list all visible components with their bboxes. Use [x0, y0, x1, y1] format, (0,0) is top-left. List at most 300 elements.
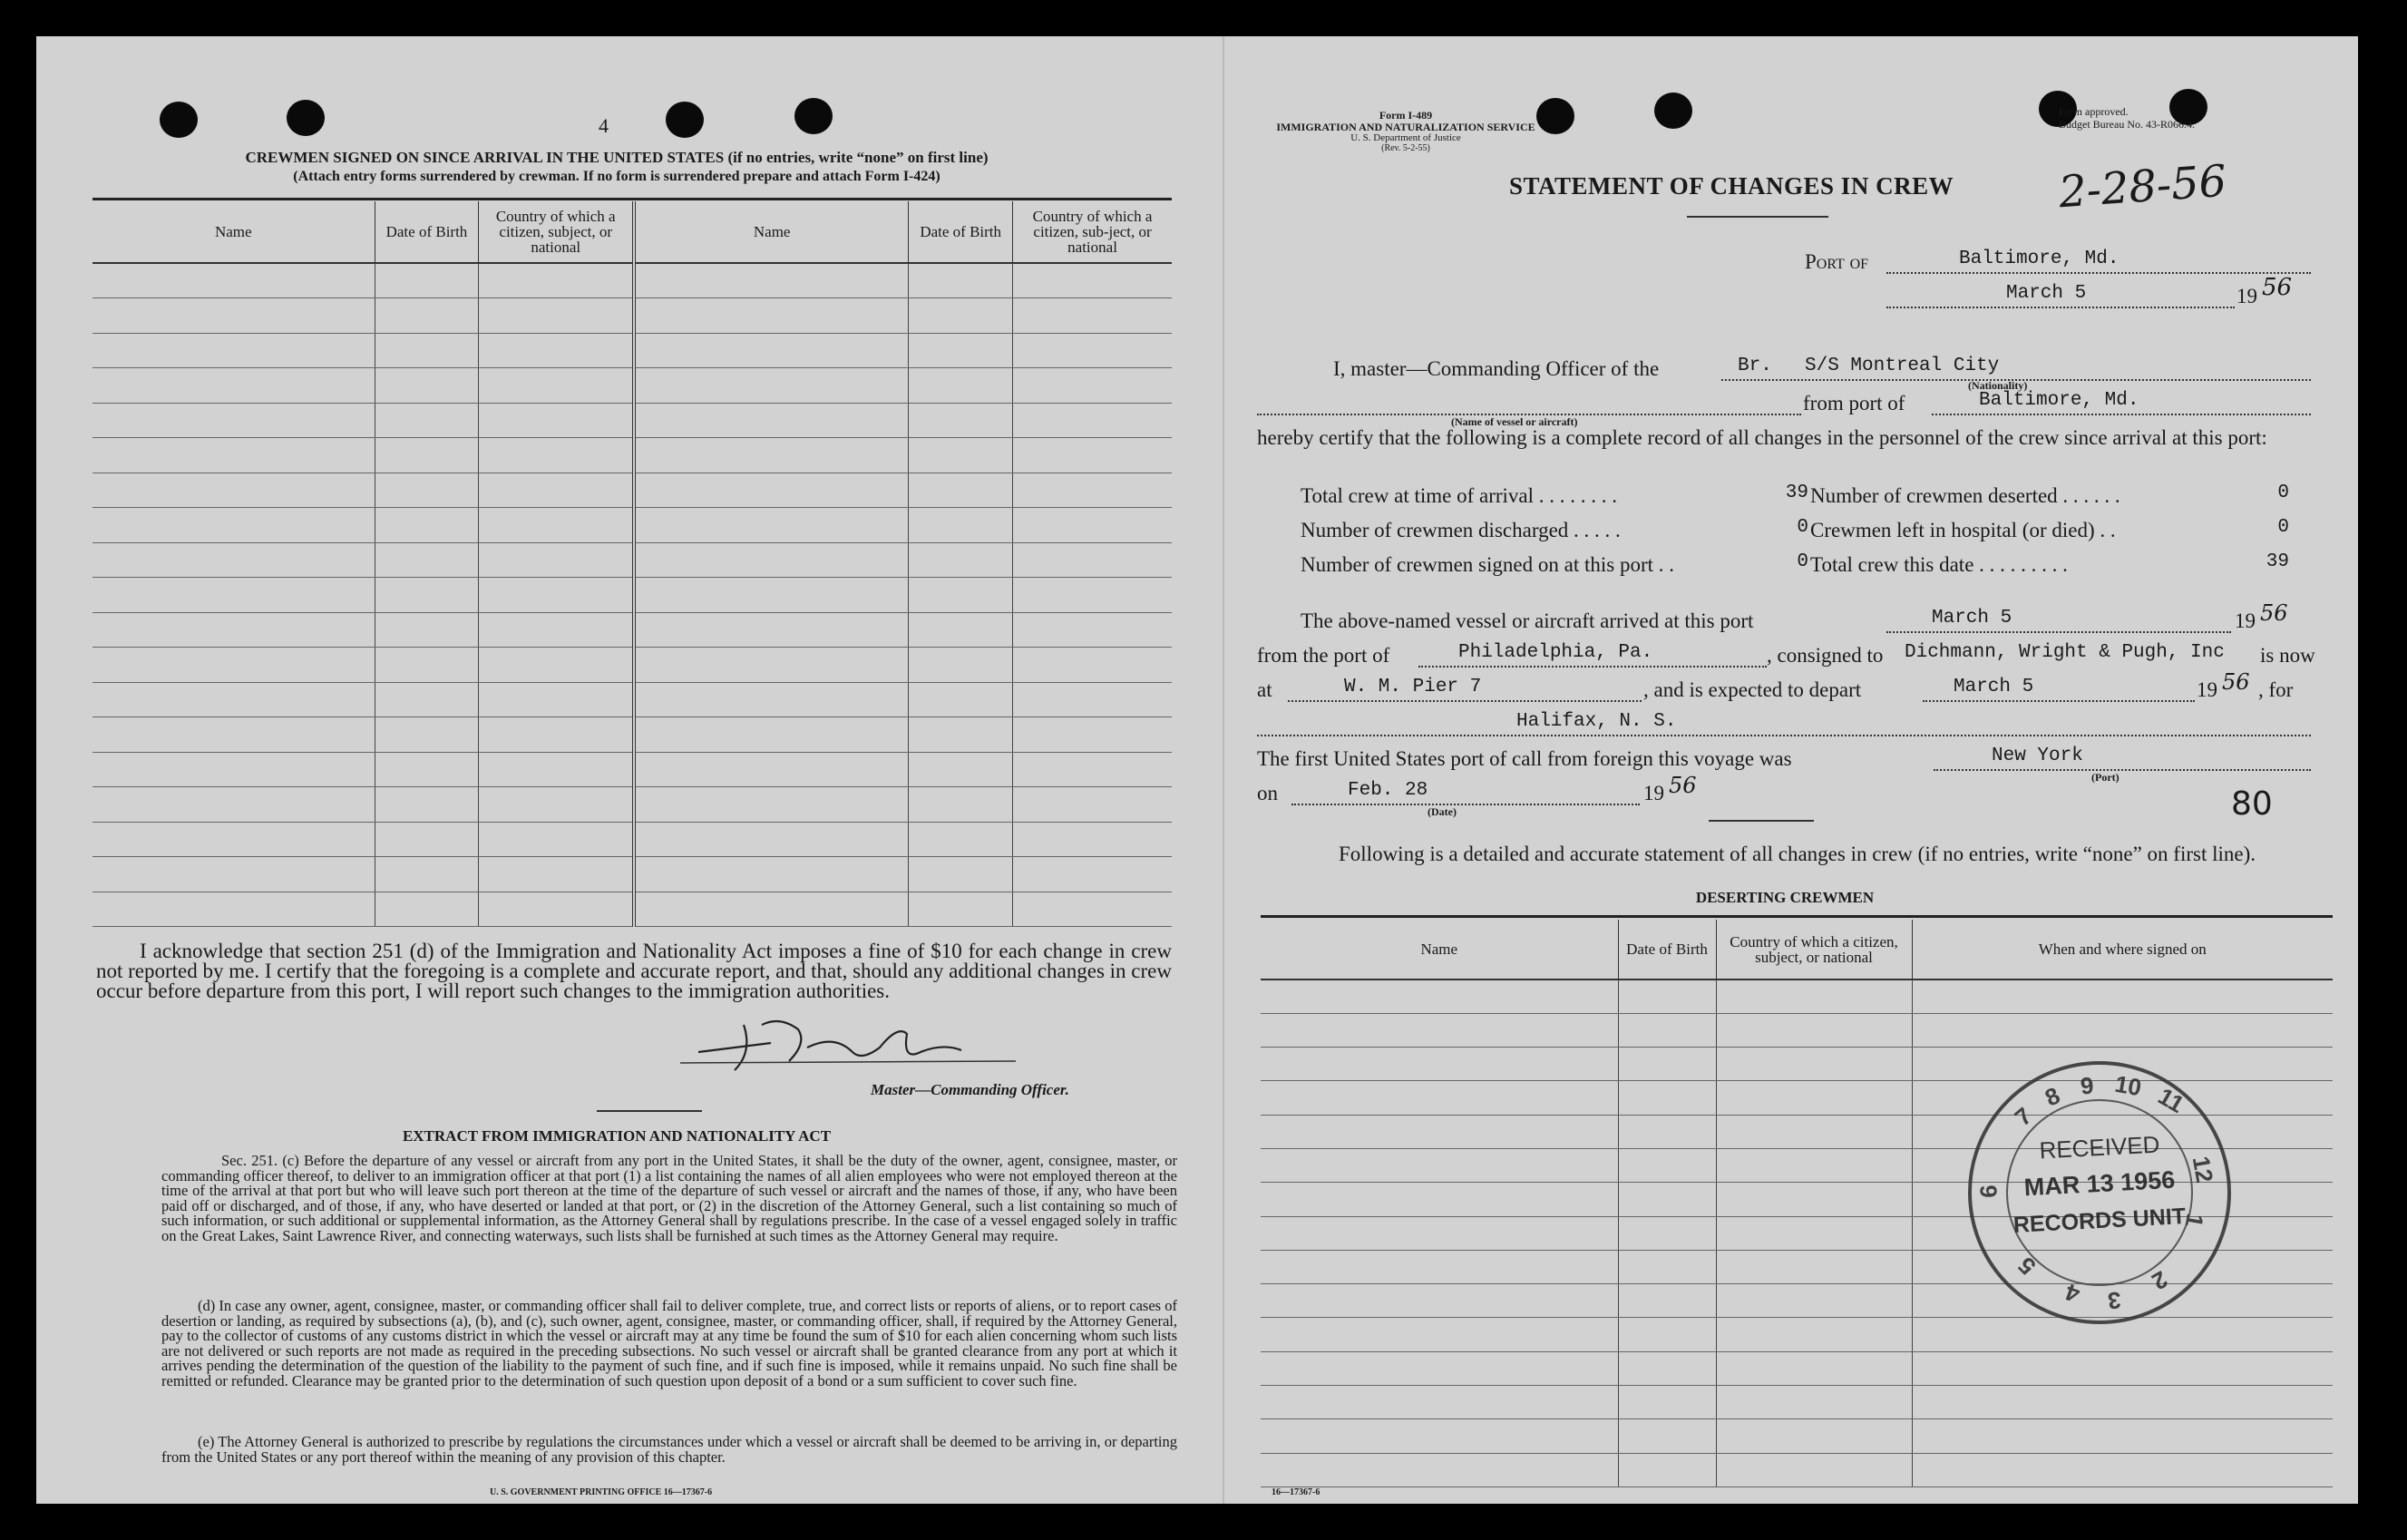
table-row [93, 438, 1172, 473]
table-cell [1013, 648, 1172, 683]
stat-value: 0 [1797, 551, 1808, 572]
stat-label: Number of crewmen signed on at this port . . [1301, 553, 1674, 576]
table-cell [1013, 438, 1172, 473]
table-cell [909, 542, 1013, 578]
on-year: 56 [1669, 773, 1697, 798]
arrived-label: The above-named vessel or aircraft arrived at this port [1301, 609, 1754, 632]
table-cell [1716, 980, 1912, 1013]
table-cell [634, 508, 909, 543]
punch-hole [794, 98, 833, 134]
table-cell [909, 263, 1013, 298]
table-cell [1013, 473, 1172, 508]
extract-section-c: Sec. 251. (c) Before the departure of any vessel or aircraft from any port in the United States, it shall be the duty of the owner, agent, consignee, master, or commanding officer thereof, to deliver to an immigration officer at that port (1) a list containing the names of all alien employees who were not employed thereon at the time of the arrival at that port but who will leave such port thereon at the time of the departure of such vessel or aircraft and the names of those, if any, who have been paid off or discharged, and of those, if any, who have deserted or landed at that port, or (2) in the discretion of the Attorney General, such a list containing so much of such information, or such additional or supplemental information, as the Attorney General shall by regulations prescribe. In the case of a vessel engaged solely in traffic on the Great Lakes, Saint Lawrence River, and connecting waterways, such lists shall be furnished at such times as the Attorney General may require. [161, 1152, 1177, 1244]
table-cell [479, 892, 634, 927]
divider [597, 1110, 702, 1112]
table-cell [1618, 1216, 1716, 1250]
table-cell [479, 473, 634, 508]
leader-line [1418, 666, 1767, 668]
table-cell [1618, 1453, 1716, 1486]
stamp-digit: 7 [2009, 1101, 2038, 1132]
year-prefix: 19 [1643, 782, 1664, 804]
leader-line [1288, 700, 1642, 702]
at-label: at [1257, 678, 1272, 701]
table-cell [479, 822, 634, 857]
table-cell [909, 857, 1013, 892]
table-row [1261, 1013, 2333, 1047]
table-cell [1716, 1386, 1912, 1419]
stat-value: 0 [2277, 517, 2289, 538]
consigned-label: , consigned to [1767, 644, 1884, 667]
table-cell [375, 787, 479, 823]
table-cell [375, 892, 479, 927]
stamp-digit: 6 [1974, 1184, 2003, 1198]
extract-title: EXTRACT FROM IMMIGRATION AND NATIONALITY ACT [402, 1127, 832, 1145]
master-signature [671, 998, 1034, 1079]
stamp-digit: 11 [2153, 1082, 2189, 1118]
first-port-value: New York [1992, 746, 2083, 766]
table-cell [1716, 1284, 1912, 1318]
leader-line [1932, 414, 2311, 415]
table-cell [1912, 1453, 2333, 1486]
table-cell [375, 542, 479, 578]
table-cell [1912, 1318, 2333, 1351]
table-row [93, 403, 1172, 438]
crewmen-signed-on-table [93, 201, 1172, 927]
consigned-value: Dichmann, Wright & Pugh, Inc [1905, 642, 2225, 663]
table-cell [479, 717, 634, 753]
table-cell [1716, 1148, 1912, 1182]
table-cell [1716, 1081, 1912, 1115]
table-cell [1618, 1048, 1716, 1081]
table-cell [479, 612, 634, 648]
date-caption: (Date) [1428, 805, 1457, 818]
table-row [1261, 1048, 2333, 1081]
printer-line: U. S. GOVERNMENT PRINTING OFFICE 16—17367-6 [490, 1487, 713, 1497]
table-cell [375, 682, 479, 717]
table-cell [93, 508, 375, 543]
table-cell [479, 403, 634, 438]
stamp-digit: 2 [2147, 1265, 2173, 1296]
printer-line: 16—17367-6 [1272, 1487, 1320, 1497]
form-title: STATEMENT OF CHANGES IN CREW [1509, 172, 1954, 200]
table-cell [375, 578, 479, 613]
table-cell [1716, 1419, 1912, 1453]
on-label: on [1257, 782, 1278, 804]
table-cell [479, 263, 634, 298]
leader-line [1886, 631, 2231, 633]
table-cell [93, 542, 375, 578]
stamp-records-unit: RECORDS UNIT [2012, 1204, 2187, 1238]
table-cell [634, 298, 909, 334]
table-cell [1013, 682, 1172, 717]
table-row [93, 892, 1172, 927]
table-row [93, 648, 1172, 683]
revision-date: (Rev. 5-2-55) [1381, 143, 1430, 153]
stamp-digit: 8 [2041, 1081, 2064, 1112]
stamp-received: RECEIVED [2038, 1130, 2161, 1165]
table-cell [479, 857, 634, 892]
table-cell [375, 368, 479, 404]
punch-hole [160, 102, 198, 138]
document-sheet [36, 36, 2358, 1504]
table-cell [93, 438, 375, 473]
table-cell [634, 542, 909, 578]
table-cell [375, 752, 479, 787]
left-heading: CREWMEN SIGNED ON SINCE ARRIVAL IN THE UNITED STATES (if no entries, write “none” on first line) [245, 149, 989, 166]
table-cell [1013, 298, 1172, 334]
table-cell [909, 403, 1013, 438]
table-cell [1912, 1013, 2333, 1047]
table-cell [1912, 1351, 2333, 1385]
table-cell [909, 578, 1013, 613]
table-cell [375, 473, 479, 508]
table-cell [1618, 1284, 1716, 1318]
right-table-top-rule [1261, 915, 2333, 918]
table-cell [909, 717, 1013, 753]
table-cell [909, 368, 1013, 404]
table-cell [1013, 542, 1172, 578]
table-cell [479, 787, 634, 823]
extract-section-d: (d) In case any owner, agent, consignee, master, or commanding officer shall fail to deliver complete, true, and correct lists or reports of aliens, or to report cases of desertion or landing, as required by subsections (a), (b), and (c), such owner, agent, consignee, master, or commanding officer, shall, if required by the Attorney General, pay to the collector of customs of any customs district in which the vessel or aircraft may at any time be found the sum of $10 for each alien concerning whom such lists are not delivered or such reports are not made as required in the preceding subsections. No such vessel or aircraft shall be granted clearance from any port at which it arrives pending the determination of the question of the liability to the payment of such fine, and if such fine is imposed, while it remains unpaid. No such fine shall be remitted or refunded. Clearance may be granted prior to the determination of such question upon deposit of a bond or a sum sufficient to cover such fine. [161, 1297, 1177, 1389]
stamp-digit: 10 [2112, 1069, 2144, 1102]
table-row [1261, 1318, 2333, 1351]
table-cell [375, 508, 479, 543]
table-cell [375, 648, 479, 683]
table-cell [93, 717, 375, 753]
table-cell [1013, 403, 1172, 438]
table-cell [1716, 1048, 1912, 1081]
table-cell [479, 682, 634, 717]
from-port-label: from port of [1803, 392, 1905, 414]
column-header: Country of which a citizen, subject, or national [1716, 920, 1912, 980]
table-cell [909, 682, 1013, 717]
table-row [93, 752, 1172, 787]
stamp-digit: 12 [2187, 1154, 2219, 1185]
from-port-of-value: Philadelphia, Pa. [1458, 642, 1653, 663]
nationality-value: Br. [1738, 356, 1772, 376]
form-approved: Form approved. [2059, 105, 2129, 118]
table-cell [1261, 1216, 1618, 1250]
left-table-top-rule [93, 198, 1172, 200]
table-cell [1261, 1081, 1618, 1115]
column-header: Date of Birth [1618, 920, 1716, 980]
arrived-value: March 5 [1932, 608, 2012, 629]
table-row [1261, 1351, 2333, 1385]
stat-label: Total crew this date . . . . . . . . . [1810, 553, 2068, 576]
leader-line [1923, 700, 2195, 702]
handwritten-number: 80 [2231, 785, 2273, 823]
table-cell [1013, 333, 1172, 368]
table-cell [375, 612, 479, 648]
table-cell [93, 682, 375, 717]
page-number: 4 [599, 114, 609, 137]
table-cell [634, 752, 909, 787]
column-header: Country of which a citizen, sub-ject, or national [1013, 201, 1172, 263]
stat-value: 39 [1785, 482, 1808, 503]
table-cell [1716, 1183, 1912, 1216]
leader-line [1934, 769, 2311, 771]
table-cell [1618, 1115, 1716, 1148]
table-cell [1618, 1081, 1716, 1115]
column-header: Date of Birth [375, 201, 479, 263]
signature-label: Master—Commanding Officer. [871, 1081, 1069, 1098]
table-cell [479, 508, 634, 543]
table-row [93, 508, 1172, 543]
table-cell [1013, 612, 1172, 648]
table-cell [634, 368, 909, 404]
table-cell [634, 473, 909, 508]
table-cell [375, 438, 479, 473]
table-cell [634, 333, 909, 368]
leader-line [1291, 804, 1640, 805]
table-row [1261, 980, 2333, 1013]
table-cell [909, 438, 1013, 473]
column-header: Name [634, 201, 909, 263]
for-label: , for [2258, 678, 2294, 701]
stat-label: Total crew at time of arrival . . . . . . . . [1301, 484, 1618, 507]
stat-value: 0 [2277, 482, 2289, 503]
table-cell [634, 403, 909, 438]
at-value: W. M. Pier 7 [1344, 677, 1482, 697]
budget-bureau: Budget Bureau No. 43-R066.4. [2059, 118, 2195, 131]
table-cell [375, 298, 479, 334]
table-cell [909, 752, 1013, 787]
vessel-value: S/S Montreal City [1805, 356, 2000, 376]
table-row [1261, 1419, 2333, 1453]
table-cell [1261, 980, 1618, 1013]
table-cell [93, 822, 375, 857]
table-cell [93, 612, 375, 648]
table-cell [1912, 1386, 2333, 1419]
page-fold [1223, 36, 1224, 1504]
year-prefix: 19 [2236, 285, 2257, 307]
table-cell [909, 648, 1013, 683]
column-header: Name [93, 201, 375, 263]
port-of-label: Port of [1805, 250, 1869, 273]
table-cell [1261, 1148, 1618, 1182]
column-header: Date of Birth [909, 201, 1013, 263]
table-row [93, 822, 1172, 857]
vessel-caption: (Name of vessel or aircraft) [1451, 415, 1578, 428]
stamp-date: MAR 13 1956 [2023, 1165, 2176, 1202]
stat-value: 39 [2266, 551, 2289, 572]
table-cell [479, 578, 634, 613]
table-cell [1716, 1216, 1912, 1250]
expected-label: , and is expected to depart [1643, 678, 1862, 701]
table-cell [375, 822, 479, 857]
table-cell [479, 368, 634, 404]
table-cell [1618, 1250, 1716, 1283]
table-row [93, 612, 1172, 648]
table-cell [1261, 1250, 1618, 1283]
date-value: March 5 [2006, 283, 2087, 304]
year-prefix: 19 [2197, 678, 2217, 701]
table-cell [1618, 1351, 1716, 1385]
table-cell [1261, 1453, 1618, 1486]
table-cell [1013, 892, 1172, 927]
table-cell [93, 857, 375, 892]
year-value: 56 [2262, 274, 2293, 301]
leader-line [1257, 735, 2311, 736]
table-cell [1716, 1351, 1912, 1385]
table-row [93, 787, 1172, 823]
table-cell [93, 787, 375, 823]
table-cell [1618, 1318, 1716, 1351]
table-cell [1261, 1048, 1618, 1081]
stamp-digit: 4 [2061, 1278, 2083, 1309]
stamp-digit: 9 [2079, 1071, 2095, 1100]
table-row [93, 298, 1172, 334]
leader-line [1886, 272, 2311, 274]
table-cell [93, 892, 375, 927]
divider [1709, 820, 1814, 822]
table-cell [634, 892, 909, 927]
stamp-digit: 5 [2012, 1252, 2042, 1281]
table-cell [1912, 980, 2333, 1013]
table-cell [909, 473, 1013, 508]
table-row [1261, 1453, 2333, 1486]
table-cell [1261, 1386, 1618, 1419]
table-row [93, 333, 1172, 368]
table-cell [93, 298, 375, 334]
certify-text: hereby certify that the following is a complete record of all changes in the personnel of the crew since arrival at this port: [1257, 426, 2267, 449]
leader-line [1886, 307, 2235, 308]
table-cell [634, 648, 909, 683]
table-cell [1716, 1318, 1912, 1351]
table-row [93, 578, 1172, 613]
table-cell [479, 752, 634, 787]
table-cell [1261, 1318, 1618, 1351]
column-header: When and where signed on [1912, 920, 2333, 980]
table-cell [634, 822, 909, 857]
table-cell [1013, 822, 1172, 857]
left-table-body [93, 263, 1172, 927]
table-cell [1716, 1250, 1912, 1283]
table-row [93, 263, 1172, 298]
table-cell [1716, 1013, 1912, 1047]
table-cell [1013, 857, 1172, 892]
year-prefix: 19 [2235, 609, 2256, 632]
table-cell [1261, 1284, 1618, 1318]
nationality-caption: (Nationality) [1968, 379, 2028, 392]
extract-section-e: (e) The Attorney General is authorized to prescribe by regulations the circumstances under which a vessel or aircraft shall be deemed to be arriving in, or departing from the United States or any port thereof within the meaning of any provision of this chapter. [161, 1433, 1177, 1466]
table-cell [909, 822, 1013, 857]
table-row [93, 717, 1172, 753]
table-cell [634, 787, 909, 823]
first-port-label: The first United States port of call from foreign this voyage was [1257, 747, 1792, 770]
table-cell [1618, 1419, 1716, 1453]
handwritten-date: 2-28-56 [2057, 155, 2228, 219]
table-cell [1618, 980, 1716, 1013]
table-cell [375, 333, 479, 368]
table-cell [1013, 787, 1172, 823]
table-cell [1261, 1351, 1618, 1385]
table-cell [1618, 1148, 1716, 1182]
stat-value: 0 [1797, 517, 1808, 538]
table-cell [634, 612, 909, 648]
table-cell [93, 368, 375, 404]
stamp-digit: 1 [2179, 1211, 2209, 1230]
punch-hole [287, 100, 325, 136]
table-row [93, 542, 1172, 578]
table-row [93, 368, 1172, 404]
table-cell [1013, 368, 1172, 404]
table-cell [375, 857, 479, 892]
arrived-year: 56 [2260, 600, 2288, 626]
table-cell [634, 717, 909, 753]
table-cell [634, 438, 909, 473]
table-cell [375, 403, 479, 438]
stamp-digit: 3 [2106, 1286, 2122, 1315]
table-cell [479, 648, 634, 683]
stat-label: Crewmen left in hospital (or died) . . [1810, 519, 2116, 541]
table-cell [93, 752, 375, 787]
from-port-of-label: from the port of [1257, 644, 1390, 667]
table-cell [1013, 263, 1172, 298]
is-now-label: is now [2260, 644, 2315, 667]
table-cell [1261, 1183, 1618, 1216]
punch-hole [1654, 93, 1692, 129]
table-cell [909, 612, 1013, 648]
form-number: Form I-489 [1379, 109, 1433, 122]
punch-hole [666, 102, 704, 138]
table-cell [1618, 1013, 1716, 1047]
table-cell [1618, 1386, 1716, 1419]
master-label: I, master—Commanding Officer of the [1333, 357, 1660, 380]
table-cell [1716, 1115, 1912, 1148]
table-row [93, 857, 1172, 892]
table-cell [634, 578, 909, 613]
acknowledgement-text: I acknowledge that section 251 (d) of the Immigration and Nationality Act imposes a fine of $10 for each change in crew not reported by me. I certify that the foregoing is a complete and accurate report, and that, should any additional changes in crew occur before departure from this port, I will report such changes to the immigration authorities. [96, 940, 1172, 1002]
table-cell [909, 508, 1013, 543]
column-header: Name [1261, 920, 1618, 980]
left-subheading: (Attach entry forms surrendered by crewman. If no form is surrendered prepare and attach Form I-424) [293, 169, 940, 184]
table-cell [1618, 1183, 1716, 1216]
table-cell [479, 333, 634, 368]
port-value: Baltimore, Md. [1959, 249, 2120, 269]
table-cell [1716, 1453, 1912, 1486]
table-cell [479, 298, 634, 334]
table-cell [1013, 508, 1172, 543]
deserting-title: DESERTING CREWMEN [1695, 889, 1875, 906]
stat-label: Number of crewmen deserted . . . . . . [1810, 484, 2120, 507]
table-cell [479, 542, 634, 578]
stat-label: Number of crewmen discharged . . . . . [1301, 519, 1621, 541]
table-cell [93, 473, 375, 508]
table-cell [1013, 752, 1172, 787]
table-cell [93, 578, 375, 613]
from-port-value: Baltimore, Md. [1979, 390, 2139, 411]
table-cell [375, 263, 479, 298]
table-cell [909, 787, 1013, 823]
agency-name: IMMIGRATION AND NATURALIZATION SERVICE [1276, 121, 1535, 133]
table-cell [93, 333, 375, 368]
table-cell [479, 438, 634, 473]
following-text: Following is a detailed and accurate statement of all changes in crew (if no entries, write “none” on first line). [1339, 843, 2256, 865]
table-cell [375, 717, 479, 753]
divider [1687, 216, 1828, 218]
table-cell [93, 263, 375, 298]
table-cell [909, 333, 1013, 368]
table-cell [1013, 578, 1172, 613]
table-cell [93, 648, 375, 683]
on-value: Feb. 28 [1348, 780, 1428, 801]
table-cell [93, 403, 375, 438]
depart-year: 56 [2222, 669, 2250, 695]
table-cell [634, 263, 909, 298]
table-row [93, 682, 1172, 717]
table-cell [634, 857, 909, 892]
